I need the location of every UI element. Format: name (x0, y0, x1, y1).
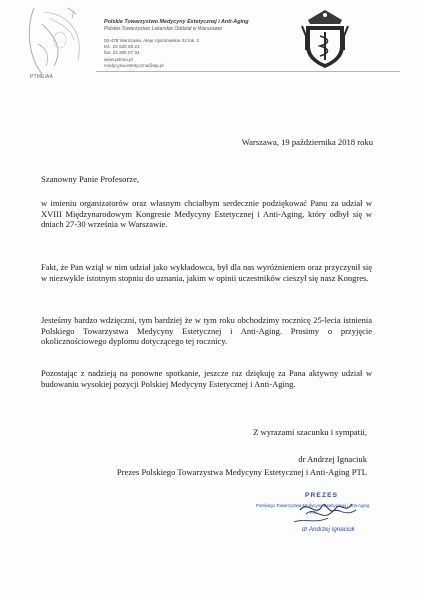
stamp-org: Polskiego Towarzystwa Medycyny Estetycznej i Anti-Aging (256, 503, 370, 508)
stamp-abbr: PTL (310, 510, 318, 515)
signer-title: Prezes Polskiego Towarzystwa Medycyny Estetycznej i Anti-Aging PTL (116, 467, 367, 477)
org-subtitle: Polskie Towarzystwo Lekarskie Oddział w Warszawie (104, 26, 223, 32)
contact-line: 00-478 Warszawa, Aleje Ujazdowskie 22 lok. 2 (104, 38, 200, 43)
letter-greeting: Szanowny Panie Profesorze, (41, 174, 140, 184)
contact-line: medycyna.estetyczna@wp.pl (104, 62, 164, 68)
letter-date: Warszawa, 19 października 2018 roku (241, 137, 373, 147)
org-name: Polskie Towarzystwo Medycyny Estetycznej i Anti-Aging (104, 19, 249, 25)
letter-paragraph: w imieniu organizatorów oraz własnym chciałbym serdecznie podziękować Panu za udział w XVIII Międzynarodowym Kongresie Medycyny Estetycznej i Anti-Aging, który odbył się w dniach 27-30 września w Warszawie. (41, 198, 372, 230)
letter-paragraph: Jesteśmy bardzo wdzięczni, tym bardziej że w tym roku obchodzimy rocznicę 25-lecia istnienia Polskiego Towarzystwa Medycyny Estetycznej i Anti-Aging. Prosimy o przyjęcie okolicznościowego dyplomu dotyczącego tej rocznicy. (41, 315, 372, 347)
org-contact (104, 38, 294, 69)
contact-line: tel.: 22 628 58 21 (104, 44, 140, 50)
org-header (104, 19, 294, 69)
official-stamp (256, 492, 370, 542)
header-divider (96, 71, 400, 72)
stamp-title: PREZES (305, 492, 339, 499)
coat-of-arms-icon (300, 6, 350, 70)
letter-paragraph: Pozostając z nadzieją na ponowne spotkanie, jeszcze raz dziękuję za Pana aktywny udział w budowaniu wysokiej pozycji Polskiej Medycyny Estetycznej i Anti-Aging. (41, 368, 372, 389)
stamp-name: dr Andrzej Ignaciuk (302, 526, 355, 533)
society-logo-icon (24, 4, 94, 84)
letter-closing: Z wyrazami szacunku i sympatii, (253, 427, 367, 437)
contact-line: fax: 22 205 07 34 (104, 50, 140, 56)
handwritten-signature-icon (256, 492, 366, 542)
letter-paragraph: Fakt, że Pan wziął w nim udział jako wykładowca, był dla nas wyróżnieniem oraz przyczynił się w niezwykle istotnym stopniu do uznania, jakim w opinii uczestników cieszył się nasz Kongres. (41, 262, 372, 283)
signer-name: dr Andrzej Ignaciuk (298, 454, 367, 464)
contact-line: www.ptmea.pl (104, 56, 133, 62)
logo-caption: PTMEiAA (30, 74, 54, 80)
